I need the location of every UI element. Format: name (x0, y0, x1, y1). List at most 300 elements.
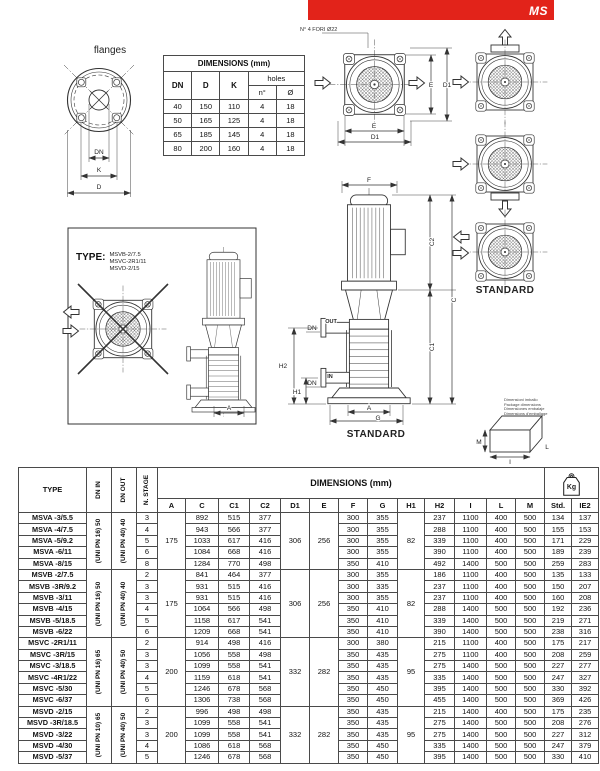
svg-text:G: G (375, 415, 381, 422)
cell-value: 237 (425, 513, 455, 524)
cell-value: 400 (487, 569, 516, 580)
col-header-dim: H2 (425, 499, 455, 513)
col-header-dim: I (455, 499, 487, 513)
cell-value: 377 (250, 569, 281, 580)
cell-type: MSVC -4R1/22 (19, 672, 87, 683)
cell-a: 200 (158, 706, 186, 763)
cell-value: 237 (425, 592, 455, 603)
table-row: 40 150 110 4 18 (164, 100, 305, 114)
cell-a: 200 (158, 638, 186, 706)
cell-value: 500 (487, 683, 516, 694)
cell-value: 618 (219, 672, 250, 683)
cell-value: 500 (516, 569, 545, 580)
cell-value: 395 (425, 683, 455, 694)
cell-value: 500 (516, 626, 545, 637)
cell-value: 300 (339, 569, 368, 580)
cell-value: 1400 (455, 729, 487, 740)
cell-weight-ie2: 276 (572, 718, 599, 729)
cell-weight-std: 330 (545, 752, 572, 763)
cell-value: 500 (487, 729, 516, 740)
package-note: Dimensioni imballo Package dimensions Dimensiones embalaje Dimensions d'emballage (504, 397, 548, 417)
cell-value: 186 (425, 569, 455, 580)
table-row (19, 513, 599, 524)
cell-value: 355 (368, 513, 398, 524)
cell-type: MSVC -3R/15 (19, 649, 87, 660)
cell-value: 1100 (455, 649, 487, 660)
cell-value: 515 (219, 513, 250, 524)
svg-text:L: L (545, 444, 549, 451)
svg-text:C1: C1 (429, 342, 436, 352)
col-header-dim: F (339, 499, 368, 513)
cell-value: 377 (250, 513, 281, 524)
cell-value: 435 (368, 718, 398, 729)
col-header-dn-out: DN OUT (112, 468, 137, 513)
cell-value: 617 (219, 535, 250, 546)
cell-value: 500 (516, 706, 545, 717)
svg-text:F: F (367, 177, 371, 184)
cell-weight-ie2: 137 (572, 513, 599, 524)
svg-text:D1: D1 (442, 82, 452, 89)
cell-value: 500 (516, 718, 545, 729)
cell-type: MSVB -3/11 (19, 592, 87, 603)
cell-value: 237 (425, 581, 455, 592)
cell-value: 1100 (455, 524, 487, 535)
cell-value: 500 (487, 626, 516, 637)
col-header-dim: A (158, 499, 186, 513)
cell-value: 500 (516, 524, 545, 535)
main-table-body (19, 513, 599, 764)
cell-value: 390 (425, 626, 455, 637)
cell-a: 175 (158, 513, 186, 570)
cell-weight-ie2: 229 (572, 535, 599, 546)
cell-weight-ie2: 392 (572, 683, 599, 694)
cell-type: MSVD -4/30 (19, 740, 87, 751)
cell-e: 282 (310, 638, 339, 706)
cell-value: 1100 (455, 547, 487, 558)
cell-weight-std: 247 (545, 672, 572, 683)
cell-value: 1400 (455, 626, 487, 637)
cell-value: 416 (250, 535, 281, 546)
cell-d1: 306 (281, 569, 310, 637)
cell-value: 1400 (455, 752, 487, 763)
cell-value: 500 (487, 718, 516, 729)
cell-value: 395 (425, 752, 455, 763)
cell-weight-std: 175 (545, 706, 572, 717)
cell-stage: 6 (137, 695, 158, 706)
cell-weight-std: 155 (545, 524, 572, 535)
cell-stage: 5 (137, 615, 158, 626)
col-header-dim: D1 (281, 499, 310, 513)
cell-value: 355 (368, 547, 398, 558)
flange-diagram (64, 45, 134, 197)
cell-value: 914 (186, 638, 219, 649)
cell-value: 1099 (186, 661, 219, 672)
svg-text:E: E (371, 123, 377, 130)
cell-value: 435 (368, 706, 398, 717)
col-header-dim: G (368, 499, 398, 513)
cell-type: MSVC -2R1/11 (19, 638, 87, 649)
cell-value: 1400 (455, 683, 487, 694)
cell-type: MSVD -3/22 (19, 729, 87, 740)
top-view-config-1 (453, 30, 547, 125)
cell-weight-std: 247 (545, 740, 572, 751)
cell-value: 1159 (186, 672, 219, 683)
cell-value: 390 (425, 547, 455, 558)
svg-text:Kg: Kg (566, 484, 577, 492)
cell-value: 275 (425, 649, 455, 660)
cell-value: 416 (250, 581, 281, 592)
cell-type: MSVA -6/11 (19, 547, 87, 558)
cell-value: 500 (487, 661, 516, 672)
cell-value: 1400 (455, 615, 487, 626)
cell-value: 566 (219, 524, 250, 535)
svg-text:M: M (476, 439, 482, 446)
cell-e: 282 (310, 706, 339, 763)
cell-value: 500 (516, 581, 545, 592)
cell-value: 770 (219, 558, 250, 569)
cell-value: 450 (368, 695, 398, 706)
cell-weight-ie2: 217 (572, 638, 599, 649)
col-header-dim: C2 (250, 499, 281, 513)
cell-value: 617 (219, 615, 250, 626)
cell-type: MSVA -4/7.5 (19, 524, 87, 535)
inlet-arrow-icon (453, 158, 469, 170)
cell-value: 515 (219, 581, 250, 592)
cell-stage: 3 (137, 661, 158, 672)
type-model: MSVC-2R1/11 (109, 259, 147, 265)
cell-value: 350 (339, 683, 368, 694)
cell-value: 1400 (455, 706, 487, 717)
cell-value: 943 (186, 524, 219, 535)
cell-value: 377 (250, 524, 281, 535)
cell-value: 435 (368, 729, 398, 740)
cell-value: 1306 (186, 695, 219, 706)
cell-weight-std: 171 (545, 535, 572, 546)
cell-value: 410 (368, 626, 398, 637)
cell-value: 400 (487, 524, 516, 535)
cell-weight-ie2: 236 (572, 604, 599, 615)
table-row: 65 185 145 4 18 (164, 128, 305, 142)
svg-text:IN: IN (327, 374, 333, 380)
cell-value: 541 (250, 615, 281, 626)
svg-text:H2: H2 (278, 363, 288, 370)
cell-weight-ie2: 277 (572, 661, 599, 672)
cell-stage: 4 (137, 524, 158, 535)
cell-weight-ie2: 153 (572, 524, 599, 535)
cell-value: 1064 (186, 604, 219, 615)
cell-weight-std: 330 (545, 683, 572, 694)
svg-text:E: E (428, 82, 434, 89)
cell-value: 1400 (455, 604, 487, 615)
cell-value: 500 (487, 558, 516, 569)
cell-value: 300 (339, 592, 368, 603)
cell-value: 1056 (186, 649, 219, 660)
cell-value: 500 (516, 695, 545, 706)
cell-value: 500 (516, 729, 545, 740)
cell-value: 1100 (455, 592, 487, 603)
cell-value: 1400 (455, 672, 487, 683)
cell-value: 450 (368, 752, 398, 763)
cell-value: 410 (368, 604, 398, 615)
cell-value: 738 (219, 695, 250, 706)
cell-value: 275 (425, 718, 455, 729)
cell-value: 668 (219, 626, 250, 637)
cell-type: MSVB -6/22 (19, 626, 87, 637)
cell-e: 256 (310, 513, 339, 570)
cell-weight-std: 369 (545, 695, 572, 706)
cell-type: MSVB -2/7.5 (19, 569, 87, 580)
cell-value: 410 (368, 615, 398, 626)
col-header-stage: N. STAGE (137, 468, 158, 513)
cell-value: 541 (250, 729, 281, 740)
cell-value: 300 (339, 547, 368, 558)
cell-value: 1100 (455, 513, 487, 524)
cell-weight-ie2: 133 (572, 569, 599, 580)
cell-value: 416 (250, 547, 281, 558)
cell-value: 350 (339, 729, 368, 740)
cell-type: MSVD -2/15 (19, 706, 87, 717)
cell-value: 1158 (186, 615, 219, 626)
cell-value: 350 (339, 718, 368, 729)
cell-type: MSVD -3R/18.5 (19, 718, 87, 729)
cell-type: MSVB -4/15 (19, 604, 87, 615)
cell-stage: 4 (137, 740, 158, 751)
col-header-std: Std. (545, 499, 572, 513)
cell-value: 498 (250, 604, 281, 615)
cell-weight-std: 189 (545, 547, 572, 558)
cell-value: 931 (186, 592, 219, 603)
cell-value: 500 (516, 535, 545, 546)
flange-table-title: DIMENSIONS (mm) (164, 56, 305, 72)
cell-stage: 5 (137, 683, 158, 694)
svg-text:C2: C2 (429, 237, 436, 247)
cell-weight-ie2: 239 (572, 547, 599, 558)
cell-value: 350 (339, 615, 368, 626)
cell-value: 435 (368, 649, 398, 660)
cell-weight-std: 227 (545, 661, 572, 672)
cell-value: 498 (219, 638, 250, 649)
cell-value: 500 (516, 638, 545, 649)
col-header-dim: M (516, 499, 545, 513)
cell-value: 400 (487, 649, 516, 660)
cell-value: 335 (368, 581, 398, 592)
cell-dn-out: (UNI PN 40) 50 (112, 706, 137, 763)
cell-type: MSVA -3/5.5 (19, 513, 87, 524)
cell-value: 1400 (455, 558, 487, 569)
svg-text:H1: H1 (292, 389, 302, 396)
cell-value: 500 (516, 683, 545, 694)
col-header-dn-in: DN IN (87, 468, 112, 513)
cell-stage: 3 (137, 592, 158, 603)
cell-dn-out: (UNI PN 40) 40 (112, 569, 137, 637)
package-box-diagram (476, 416, 549, 466)
cell-value: 355 (368, 569, 398, 580)
cell-value: 1400 (455, 695, 487, 706)
svg-text:I: I (509, 459, 511, 466)
cell-value: 500 (487, 615, 516, 626)
cell-value: 435 (368, 672, 398, 683)
cell-stage: 5 (137, 752, 158, 763)
outlet-arrow-icon (409, 77, 425, 89)
cell-weight-std: 134 (545, 513, 572, 524)
cell-value: 275 (425, 729, 455, 740)
cell-d1: 332 (281, 638, 310, 706)
cell-weight-std: 208 (545, 649, 572, 660)
cell-type: MSVC -5/30 (19, 683, 87, 694)
cell-stage: 2 (137, 569, 158, 580)
cell-value: 339 (425, 615, 455, 626)
cell-value: 300 (339, 513, 368, 524)
cell-value: 450 (368, 683, 398, 694)
dimensions-header: DIMENSIONS (mm) (158, 468, 545, 499)
cell-value: 350 (339, 626, 368, 637)
top-view-config-3 (453, 210, 547, 295)
cell-weight-ie2: 379 (572, 740, 599, 751)
table-row: 50 165 125 4 18 (164, 114, 305, 128)
cell-value: 1100 (455, 535, 487, 546)
cell-value: 1246 (186, 752, 219, 763)
cell-stage: 3 (137, 513, 158, 524)
type-note (76, 252, 146, 273)
cell-value: 215 (425, 706, 455, 717)
cell-weight-std: 227 (545, 729, 572, 740)
cell-value: 500 (516, 592, 545, 603)
cell-value: 339 (425, 535, 455, 546)
cell-h1: 82 (398, 513, 425, 570)
cell-value: 492 (425, 558, 455, 569)
cell-value: 541 (250, 626, 281, 637)
cell-value: 350 (339, 558, 368, 569)
cell-value: 558 (219, 718, 250, 729)
cell-value: 400 (487, 638, 516, 649)
brand-logo: MS (529, 4, 548, 18)
top-view-config-2 (453, 122, 547, 217)
cell-value: 500 (516, 547, 545, 558)
cell-value: 350 (339, 604, 368, 615)
col-header-dim: H1 (398, 499, 425, 513)
cell-value: 558 (219, 649, 250, 660)
svg-text:A: A (226, 405, 232, 412)
cell-type: MSVA -8/15 (19, 558, 87, 569)
cell-value: 1209 (186, 626, 219, 637)
main-dimensions-table (18, 467, 599, 764)
cell-value: 678 (219, 752, 250, 763)
cell-value: 455 (425, 695, 455, 706)
cell-value: 541 (250, 672, 281, 683)
cell-value: 1246 (186, 683, 219, 694)
cell-weight-std: 219 (545, 615, 572, 626)
cell-value: 500 (516, 672, 545, 683)
out-arrow-icon (454, 231, 470, 243)
cell-stage: 3 (137, 581, 158, 592)
cell-value: 300 (339, 638, 368, 649)
cell-value: 1099 (186, 718, 219, 729)
col-header-dim: E (310, 499, 339, 513)
cell-value: 558 (219, 661, 250, 672)
cell-value: 400 (487, 513, 516, 524)
col-header-dim: C (186, 499, 219, 513)
cell-value: 500 (516, 649, 545, 660)
cell-weight-std: 238 (545, 626, 572, 637)
cell-value: 215 (425, 638, 455, 649)
cell-value: 1084 (186, 547, 219, 558)
cell-value: 1100 (455, 581, 487, 592)
cell-value: 400 (487, 592, 516, 603)
flange-diagram-title: flanges (93, 45, 127, 56)
cell-value: 566 (219, 604, 250, 615)
cell-value: 350 (339, 672, 368, 683)
cell-stage: 6 (137, 626, 158, 637)
cell-h1: 95 (398, 638, 425, 706)
cell-d1: 332 (281, 706, 310, 763)
cell-value: 1400 (455, 661, 487, 672)
kg-icon (545, 468, 599, 499)
cell-weight-std: 150 (545, 581, 572, 592)
cell-value: 435 (368, 661, 398, 672)
out-arrow-icon (64, 306, 80, 318)
cell-value: 416 (250, 638, 281, 649)
type-label: TYPE: (76, 252, 106, 263)
cell-value: 400 (487, 581, 516, 592)
in-arrow-icon (453, 247, 469, 259)
table-row (19, 569, 599, 580)
cell-value: 500 (516, 558, 545, 569)
cell-value: 1400 (455, 740, 487, 751)
cell-type: MSVB -3R/9.2 (19, 581, 87, 592)
cell-value: 892 (186, 513, 219, 524)
cell-value: 500 (487, 695, 516, 706)
col-header-dim: L (487, 499, 516, 513)
type-model: MSVB-2/7.5 (109, 252, 141, 258)
cell-value: 350 (339, 695, 368, 706)
cell-value: 288 (425, 604, 455, 615)
cell-value: 618 (219, 740, 250, 751)
cell-stage: 4 (137, 672, 158, 683)
cell-value: 498 (250, 706, 281, 717)
flange-dn-label: DN (94, 149, 104, 156)
cell-value: 300 (339, 535, 368, 546)
svg-text:C: C (451, 297, 458, 303)
cell-weight-std: 208 (545, 718, 572, 729)
cell-value: 410 (368, 558, 398, 569)
cell-value: 1284 (186, 558, 219, 569)
cell-value: 1033 (186, 535, 219, 546)
cell-value: 498 (250, 558, 281, 569)
table-row (19, 638, 599, 649)
svg-text:D1: D1 (370, 134, 380, 141)
standard-label: STANDARD (346, 429, 406, 440)
cell-value: 275 (425, 661, 455, 672)
cell-value: 400 (487, 535, 516, 546)
cell-value: 498 (219, 706, 250, 717)
cell-weight-ie2: 426 (572, 695, 599, 706)
cell-value: 350 (339, 706, 368, 717)
cell-weight-ie2: 271 (572, 615, 599, 626)
cell-value: 1100 (455, 638, 487, 649)
holes-note: N° 4 FORI Ø22 (300, 27, 338, 33)
cell-type: MSVD -5/37 (19, 752, 87, 763)
cell-weight-std: 192 (545, 604, 572, 615)
cell-value: 515 (219, 592, 250, 603)
flange-dimensions-table: DIMENSIONS (mm) DN D K holes n° Ø 40 150 110 4 18 50 165 125 4 18 65 185 145 4 18 80 200 160 4 18 (163, 55, 305, 156)
inlet-arrow-icon (453, 76, 469, 88)
cell-value: 500 (516, 604, 545, 615)
cell-stage: 4 (137, 604, 158, 615)
cell-weight-std: 160 (545, 592, 572, 603)
cell-value: 355 (368, 592, 398, 603)
col-header-ie2: IE2 (572, 499, 599, 513)
cell-stage: 2 (137, 706, 158, 717)
